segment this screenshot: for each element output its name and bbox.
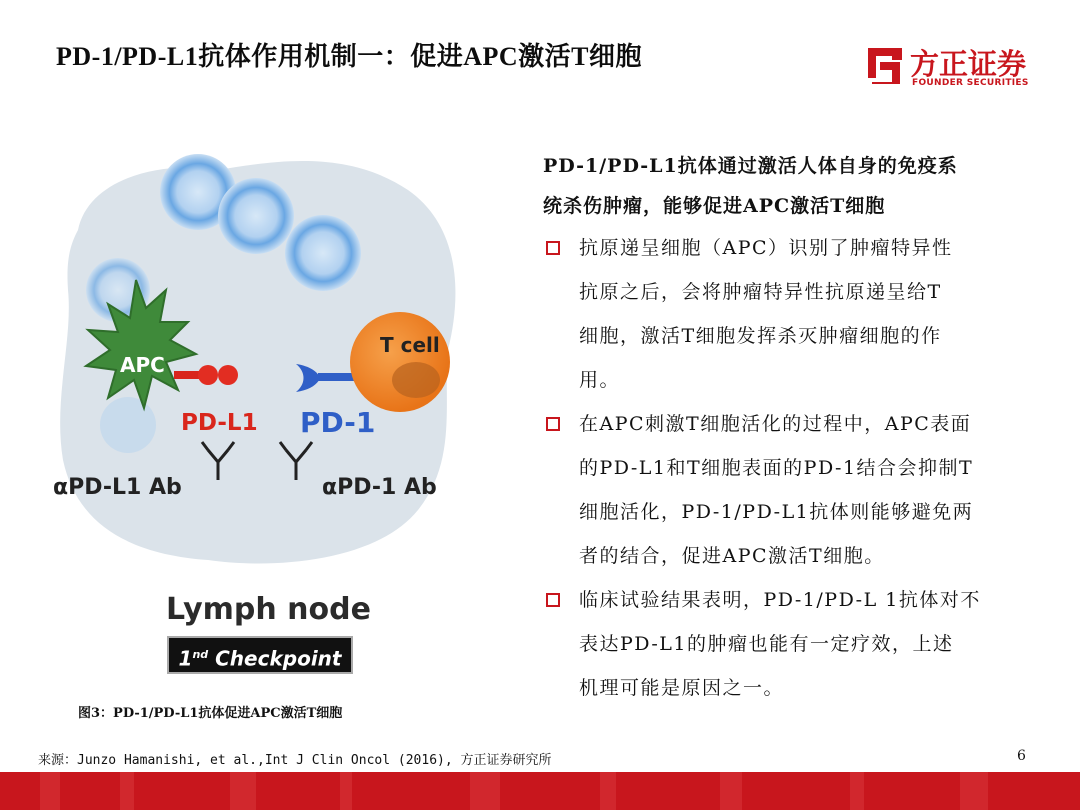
bullet-line: 表达PD-L1的肿瘤也能有一定疗效，上述	[579, 633, 954, 655]
lymphocyte-2	[218, 178, 294, 254]
bullet-line: 临床试验结果表明，PD-1/PD-L 1抗体对不	[579, 589, 981, 611]
bullet-line: 细胞活化，PD-1/PD-L1抗体则能够避免两	[579, 501, 974, 523]
lymph-node-illustration	[48, 140, 468, 580]
lymph-node-label: Lymph node	[166, 592, 371, 627]
bullet-line: 机理可能是原因之一。	[579, 677, 785, 699]
logo-mark-icon	[862, 44, 906, 88]
founder-securities-logo	[862, 44, 1052, 94]
bullet-line: 细胞，激活T细胞发挥杀灭肿瘤细胞的作	[579, 325, 942, 347]
bullet-item	[543, 402, 1033, 578]
apd-1-ab-label: αPD-1 Ab	[322, 475, 437, 500]
logo-name-cn: 方正证券	[910, 47, 1027, 81]
figure-caption: 图3：PD-1/PD-L1抗体促进APC激活T细胞	[78, 706, 343, 721]
page-number: 6	[1017, 748, 1026, 764]
bullet-square-icon	[546, 593, 560, 607]
checkpoint-text: Checkpoint	[208, 646, 342, 671]
bullet-list	[543, 226, 1033, 710]
checkpoint-label	[167, 636, 353, 674]
lymphocyte-3	[285, 215, 361, 291]
t-cell	[350, 312, 450, 412]
bullet-square-icon	[546, 241, 560, 255]
pd-1-label: PD-1	[300, 406, 376, 439]
content-column	[543, 146, 1033, 710]
pd-l1-bead-2	[218, 365, 238, 385]
logo-name-en: FOUNDER SECURITIES	[912, 78, 1029, 88]
t-cell-label: T cell	[380, 333, 440, 357]
bullet-item	[543, 578, 1033, 710]
apd-l1-ab-label: αPD-L1 Ab	[53, 475, 182, 500]
source-note: 来源：Junzo Hamanishi, et al.,Int J Clin Oncol (2016), 方正证券研究所	[38, 753, 552, 768]
bullet-line: 用。	[579, 369, 621, 391]
intro-text	[543, 146, 1033, 226]
bullet-line: 者的结合，促进APC激活T细胞。	[579, 545, 885, 567]
mechanism-figure	[48, 140, 468, 580]
checkpoint-ordinal: nd	[192, 648, 209, 661]
bullet-line: 抗原递呈细胞（APC）识别了肿瘤特异性	[579, 237, 953, 259]
bullet-item	[543, 226, 1033, 402]
t-cell-nucleus	[392, 362, 440, 398]
bullet-square-icon	[546, 417, 560, 431]
apc-label: APC	[120, 353, 165, 377]
pd-l1-label: PD-L1	[181, 410, 258, 436]
lymphocyte-5	[100, 397, 156, 453]
bullet-line: 在APC刺激T细胞活化的过程中，APC表面	[579, 413, 972, 435]
bullet-line: 的PD-L1和T细胞表面的PD-1结合会抑制T	[579, 457, 974, 479]
footer-bar	[0, 772, 1080, 810]
intro-line: PD-1/PD-L1抗体通过激活人体自身的免疫系	[543, 155, 958, 177]
pd-l1-bead-1	[198, 365, 218, 385]
intro-line: 统杀伤肿瘤，能够促进APC激活T细胞	[543, 195, 886, 217]
slide-title: PD-1/PD-L1抗体作用机制一：促进APC激活T细胞	[56, 42, 642, 71]
bullet-line: 抗原之后，会将肿瘤特异性抗原递呈给T	[579, 281, 942, 303]
checkpoint-number: 1	[178, 646, 193, 671]
